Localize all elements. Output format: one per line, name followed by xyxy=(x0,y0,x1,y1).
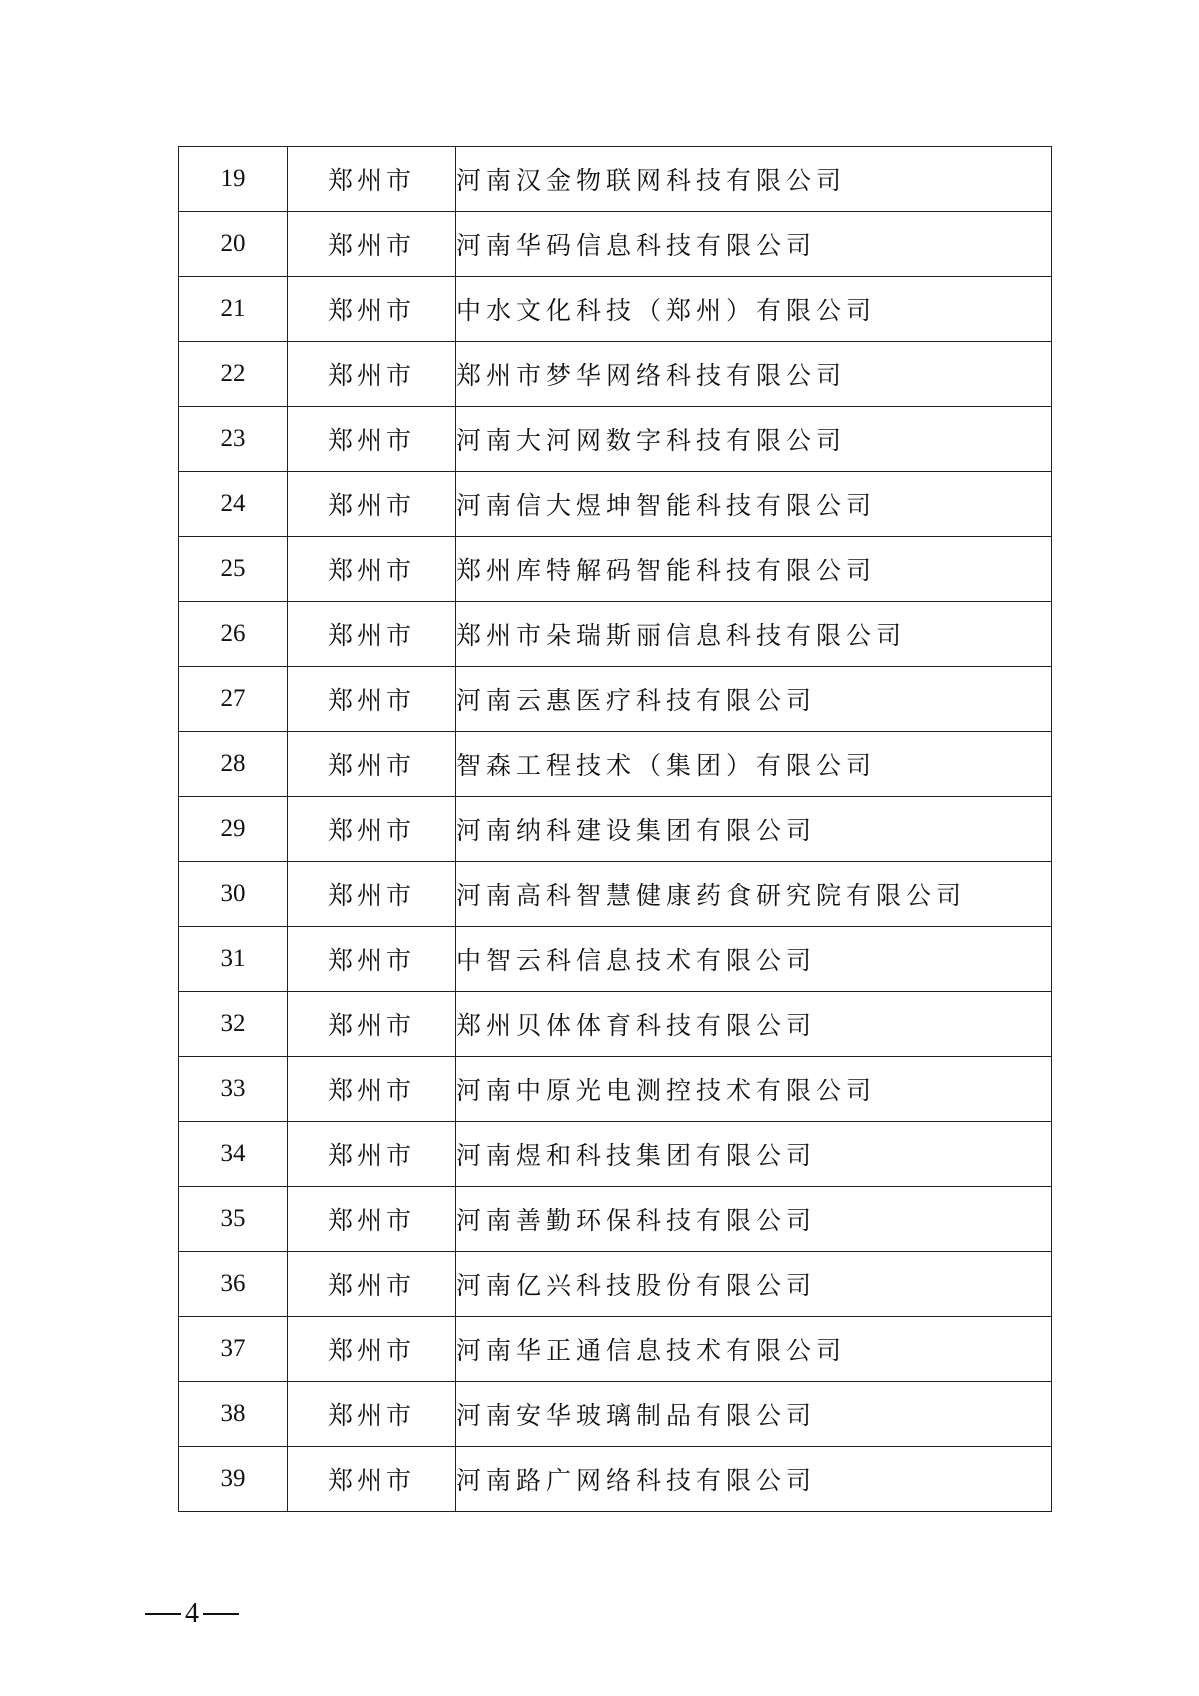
row-company: 河南亿兴科技股份有限公司 xyxy=(456,1252,1052,1317)
row-city: 郑州市 xyxy=(288,797,456,862)
row-number: 24 xyxy=(179,472,288,537)
row-city: 郑州市 xyxy=(288,862,456,927)
row-company: 河南纳科建设集团有限公司 xyxy=(456,797,1052,862)
row-city: 郑州市 xyxy=(288,927,456,992)
row-company: 河南汉金物联网科技有限公司 xyxy=(456,147,1052,212)
table-row xyxy=(179,212,1052,277)
row-number: 35 xyxy=(179,1187,288,1252)
row-city: 郑州市 xyxy=(288,147,456,212)
table-row xyxy=(179,277,1052,342)
row-company: 河南路广网络科技有限公司 xyxy=(456,1447,1052,1512)
table-row xyxy=(179,472,1052,537)
table-row xyxy=(179,537,1052,602)
row-city: 郑州市 xyxy=(288,212,456,277)
row-number: 22 xyxy=(179,342,288,407)
row-number: 30 xyxy=(179,862,288,927)
footer-dash-right xyxy=(203,1613,239,1615)
table-row xyxy=(179,1317,1052,1382)
page-number: 4 xyxy=(185,1598,199,1629)
table-row xyxy=(179,602,1052,667)
row-city: 郑州市 xyxy=(288,342,456,407)
row-company: 河南华码信息科技有限公司 xyxy=(456,212,1052,277)
row-number: 39 xyxy=(179,1447,288,1512)
row-city: 郑州市 xyxy=(288,732,456,797)
row-number: 26 xyxy=(179,602,288,667)
row-city: 郑州市 xyxy=(288,1447,456,1512)
row-number: 28 xyxy=(179,732,288,797)
row-city: 郑州市 xyxy=(288,472,456,537)
row-company: 河南煜和科技集团有限公司 xyxy=(456,1122,1052,1187)
row-number: 19 xyxy=(179,147,288,212)
table-row xyxy=(179,732,1052,797)
row-city: 郑州市 xyxy=(288,407,456,472)
row-city: 郑州市 xyxy=(288,1187,456,1252)
row-number: 27 xyxy=(179,667,288,732)
row-company: 河南云惠医疗科技有限公司 xyxy=(456,667,1052,732)
row-city: 郑州市 xyxy=(288,602,456,667)
table-row xyxy=(179,862,1052,927)
table-row xyxy=(179,1057,1052,1122)
row-number: 25 xyxy=(179,537,288,602)
row-company: 河南华正通信息技术有限公司 xyxy=(456,1317,1052,1382)
row-company: 河南善勤环保科技有限公司 xyxy=(456,1187,1052,1252)
row-number: 38 xyxy=(179,1382,288,1447)
row-company: 河南安华玻璃制品有限公司 xyxy=(456,1382,1052,1447)
row-number: 23 xyxy=(179,407,288,472)
footer-dash-left xyxy=(145,1613,181,1615)
row-number: 20 xyxy=(179,212,288,277)
row-city: 郑州市 xyxy=(288,1122,456,1187)
row-company: 河南大河网数字科技有限公司 xyxy=(456,407,1052,472)
row-company: 智森工程技术（集团）有限公司 xyxy=(456,732,1052,797)
row-company: 河南中原光电测控技术有限公司 xyxy=(456,1057,1052,1122)
row-number: 37 xyxy=(179,1317,288,1382)
table-row xyxy=(179,1187,1052,1252)
table-row xyxy=(179,1382,1052,1447)
row-company: 河南信大煜坤智能科技有限公司 xyxy=(456,472,1052,537)
table-row xyxy=(179,927,1052,992)
page-footer xyxy=(145,1598,239,1630)
row-number: 21 xyxy=(179,277,288,342)
row-company: 中智云科信息技术有限公司 xyxy=(456,927,1052,992)
row-city: 郑州市 xyxy=(288,277,456,342)
row-company: 郑州市梦华网络科技有限公司 xyxy=(456,342,1052,407)
row-city: 郑州市 xyxy=(288,1382,456,1447)
table-row xyxy=(179,1447,1052,1512)
table-row xyxy=(179,667,1052,732)
row-company: 郑州市朵瑞斯丽信息科技有限公司 xyxy=(456,602,1052,667)
table-row xyxy=(179,147,1052,212)
row-number: 34 xyxy=(179,1122,288,1187)
table-row xyxy=(179,407,1052,472)
row-company: 郑州贝体体育科技有限公司 xyxy=(456,992,1052,1057)
table-row xyxy=(179,342,1052,407)
table-row xyxy=(179,797,1052,862)
row-number: 31 xyxy=(179,927,288,992)
row-company: 中水文化科技（郑州）有限公司 xyxy=(456,277,1052,342)
company-list-table xyxy=(178,146,1052,1512)
table-row xyxy=(179,992,1052,1057)
row-city: 郑州市 xyxy=(288,537,456,602)
row-city: 郑州市 xyxy=(288,1057,456,1122)
row-number: 29 xyxy=(179,797,288,862)
row-city: 郑州市 xyxy=(288,992,456,1057)
row-number: 33 xyxy=(179,1057,288,1122)
row-company: 河南高科智慧健康药食研究院有限公司 xyxy=(456,862,1052,927)
table-row xyxy=(179,1252,1052,1317)
row-city: 郑州市 xyxy=(288,667,456,732)
row-company: 郑州库特解码智能科技有限公司 xyxy=(456,537,1052,602)
table-row xyxy=(179,1122,1052,1187)
row-city: 郑州市 xyxy=(288,1317,456,1382)
row-number: 32 xyxy=(179,992,288,1057)
row-city: 郑州市 xyxy=(288,1252,456,1317)
row-number: 36 xyxy=(179,1252,288,1317)
